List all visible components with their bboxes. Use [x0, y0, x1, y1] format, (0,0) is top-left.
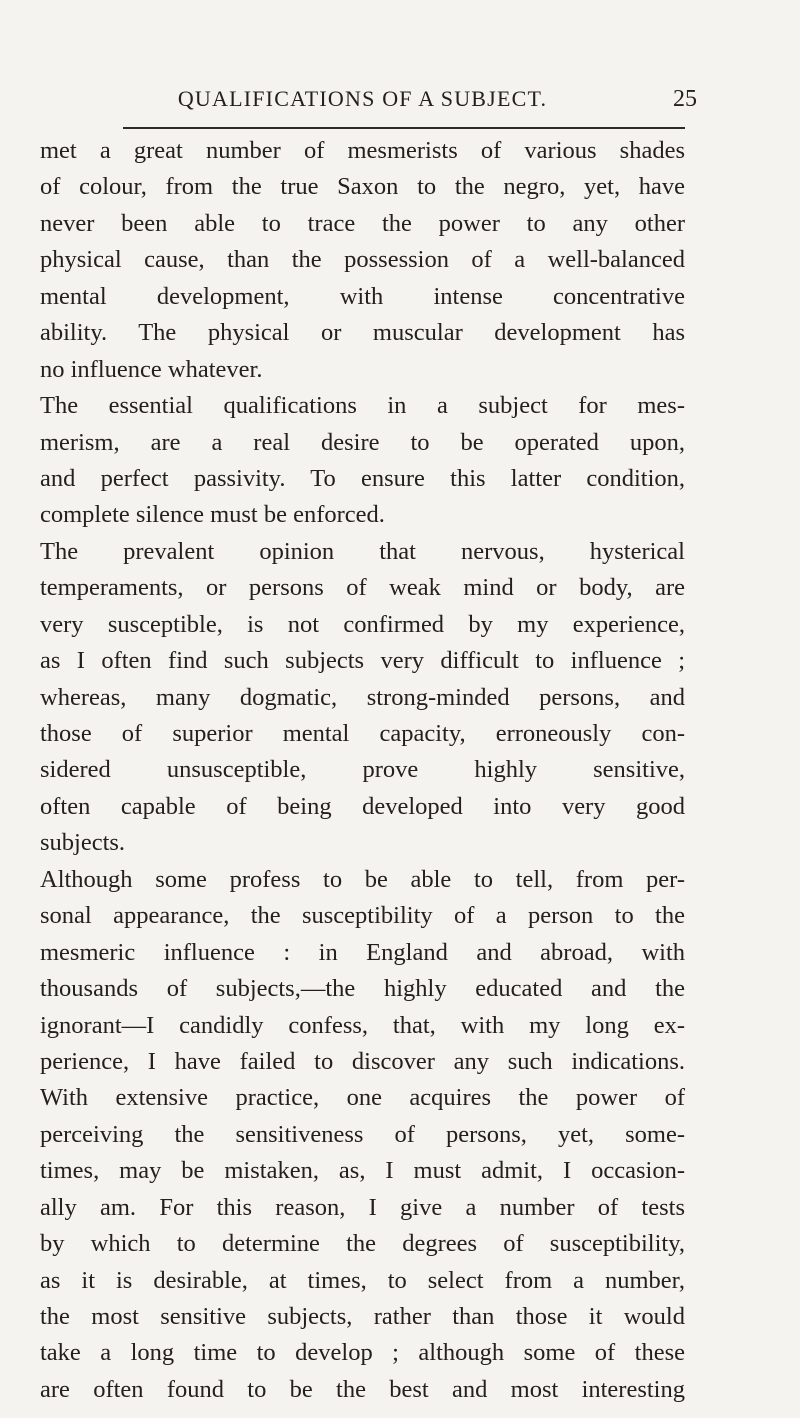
text-line: by which to determine the degrees of susceptibility,	[40, 1230, 685, 1258]
text-line: mesmeric influence : in England and abroad, with	[40, 938, 685, 966]
text-line: The essential qualifications in a subject for mes-	[40, 392, 685, 420]
text-line: whereas, many dogmatic, strong-minded persons, and	[40, 683, 685, 711]
text-line: ability. The physical or muscular development has	[40, 319, 685, 347]
text-line: sonal appearance, the susceptibility of a person to the	[40, 902, 685, 930]
text-line: take a long time to develop ; although some of these	[40, 1339, 685, 1367]
text-line: merism, are a real desire to be operated upon,	[40, 428, 685, 456]
text-line: temperaments, or persons of weak mind or body, are	[40, 574, 685, 602]
text-line: never been able to trace the power to any other	[40, 209, 685, 237]
text-line: physical cause, than the possession of a well-balanced	[40, 246, 685, 274]
text-line: and perfect passivity. To ensure this latter condition,	[40, 464, 685, 492]
text-line: The prevalent opinion that nervous, hysterical	[40, 537, 685, 565]
text-line: Although some profess to be able to tell, from per-	[40, 865, 685, 893]
text-line: of colour, from the true Saxon to the negro, yet, have	[40, 173, 685, 201]
text-line: often capable of being developed into very good	[40, 792, 685, 820]
text-line: thousands of subjects,—the highly educated and the	[40, 975, 685, 1003]
header-rule	[123, 127, 685, 129]
text-line: ignorant—I candidly confess, that, with my long ex-	[40, 1011, 685, 1039]
running-head-title: QUALIFICATIONS OF A SUBJECT.	[177, 86, 548, 111]
text-line: perceiving the sensitiveness of persons, yet, some-	[40, 1120, 685, 1148]
text-line: as I often find such subjects very difficult to influence ;	[40, 647, 685, 675]
text-line: the most sensitive subjects, rather than those it would	[40, 1303, 685, 1330]
text-line: met a great number of mesmerists of various shades	[40, 137, 685, 164]
text-line: subjects.	[40, 829, 126, 857]
text-line: as it is desirable, at times, to select from a number,	[40, 1266, 685, 1294]
text-line: sidered unsusceptible, prove highly sensitive,	[40, 756, 685, 784]
text-line: With extensive practice, one acquires the power of	[40, 1084, 685, 1112]
text-line: ally am. For this reason, I give a number of tests	[40, 1193, 685, 1221]
text-line: mental development, with intense concentrative	[40, 282, 685, 310]
text-line: complete silence must be enforced.	[40, 501, 385, 529]
text-line: very susceptible, is not confirmed by my experience,	[40, 610, 685, 638]
text-line: those of superior mental capacity, erroneously con-	[40, 720, 685, 747]
page-number: 25	[673, 86, 697, 112]
body-text	[40, 133, 685, 1408]
text-line: no influence whatever.	[40, 355, 263, 383]
text-line: times, may be mistaken, as, I must admit, I occasion-	[40, 1157, 685, 1185]
running-head	[40, 84, 697, 116]
text-line: perience, I have failed to discover any such indications.	[40, 1047, 685, 1075]
text-line: are often found to be the best and most interesting	[40, 1375, 685, 1403]
